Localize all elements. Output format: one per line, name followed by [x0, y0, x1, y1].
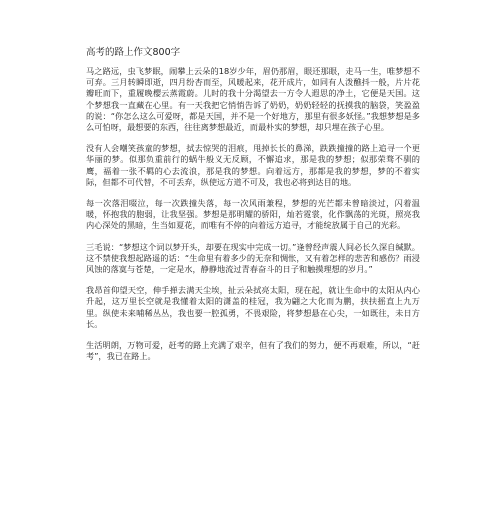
article-paragraph-6: 生活明朗，万物可爱，赶考的路上充满了艰辛，但有了我们的努力，便不再艰难，所以，“赶考”，我已在路上。: [86, 340, 420, 362]
article-paragraph-4: 三毛说：“梦想这个词以梦开头，却要在现实中完成一切。”逢曾经声震人间必长久深自缄默。这不禁使我想起路遥的话：“生命里有着多少的无奈和惆怅，又有着怎样的悲苦和感伤？雨浸风蚀的落寞与苍楚，一定是水，静静地流过青春奋斗的日子和触摸理想的岁月。”: [86, 241, 420, 275]
article-title: 高考的路上作文800字: [86, 47, 181, 58]
article: [86, 46, 420, 370]
article-paragraph-3: 每一次落泪啜泣，每一次跌撞失落，每一次风雨兼程，梦想的光芒都未曾暗淡过，闪着温暖，怀抱我的胞弱，让我坚强。梦想是那明耀的骄阳，灿若霓裳，化作飘荡的光斑，照亮我内心深处的黑暗，生当如夏花，而唯有不停的向着远方追寻，才能绽放属于自己的光彩。: [86, 198, 420, 231]
article-paragraph-5: 我昂首仰望天空，伸手掸去满天尘埃，扯云朵拭亮太阳，现在起，就让生命中的太阳从内心升起，这万里长空就是我懂着太阳的潇盖的桂冠，我为翩之大化而为鹏，扶扶摇直上九万里。纵使未来哺稀丛丛，我也要一腔孤勇，不畏艰险，将梦想悬在心尖，一如既往，未日方长。: [86, 285, 420, 329]
article-paragraph-2: 没有人会嘲笑孩童的梦想，拭去惊哭的泪痕，甩掉长长的鼻涕，跌跌撞撞的路上追寻一个更华丽的梦。似那负重前行的蜗牛般义无反顾，不懈追求，那是我的梦想；似那荣骛不驯的鹰，福着一张不羁的心去流浪，那是我的梦想。向着远方，那都是我的梦想，梦的不着实际，但都不可代替，不可丢弃，纵使远方道不可及，我也必将到达目的地。: [86, 143, 420, 187]
article-paragraph-1: 马之路远，虫飞梦眠，闹攀上云朵的18岁少年，眉仍那眉，眼还那眼，走马一生，唯梦想不可弃。三月转瞬即逝，四月纷杏而至，风暖起来，花开成片，如同有人泼醮抖一般，片片花瓣旺而下，重履晚樱云蒸霞蔚。儿时的我十分渴望去一方令人遐思的净土，它便是天国。这个梦想我一直藏在心里。有一天我把它悄悄告诉了奶奶，奶奶轻轻的抚摸我的脑袋，笑盈盈的说：“你怎么这么可爱呀，都是天国，并不是一个好地方，那里有很多妖怪。”我想梦想是多么可怕呀，最想要的东西，往往离梦想最近，而最朴实的梦想，却只埋在孩子心里。: [86, 66, 420, 133]
